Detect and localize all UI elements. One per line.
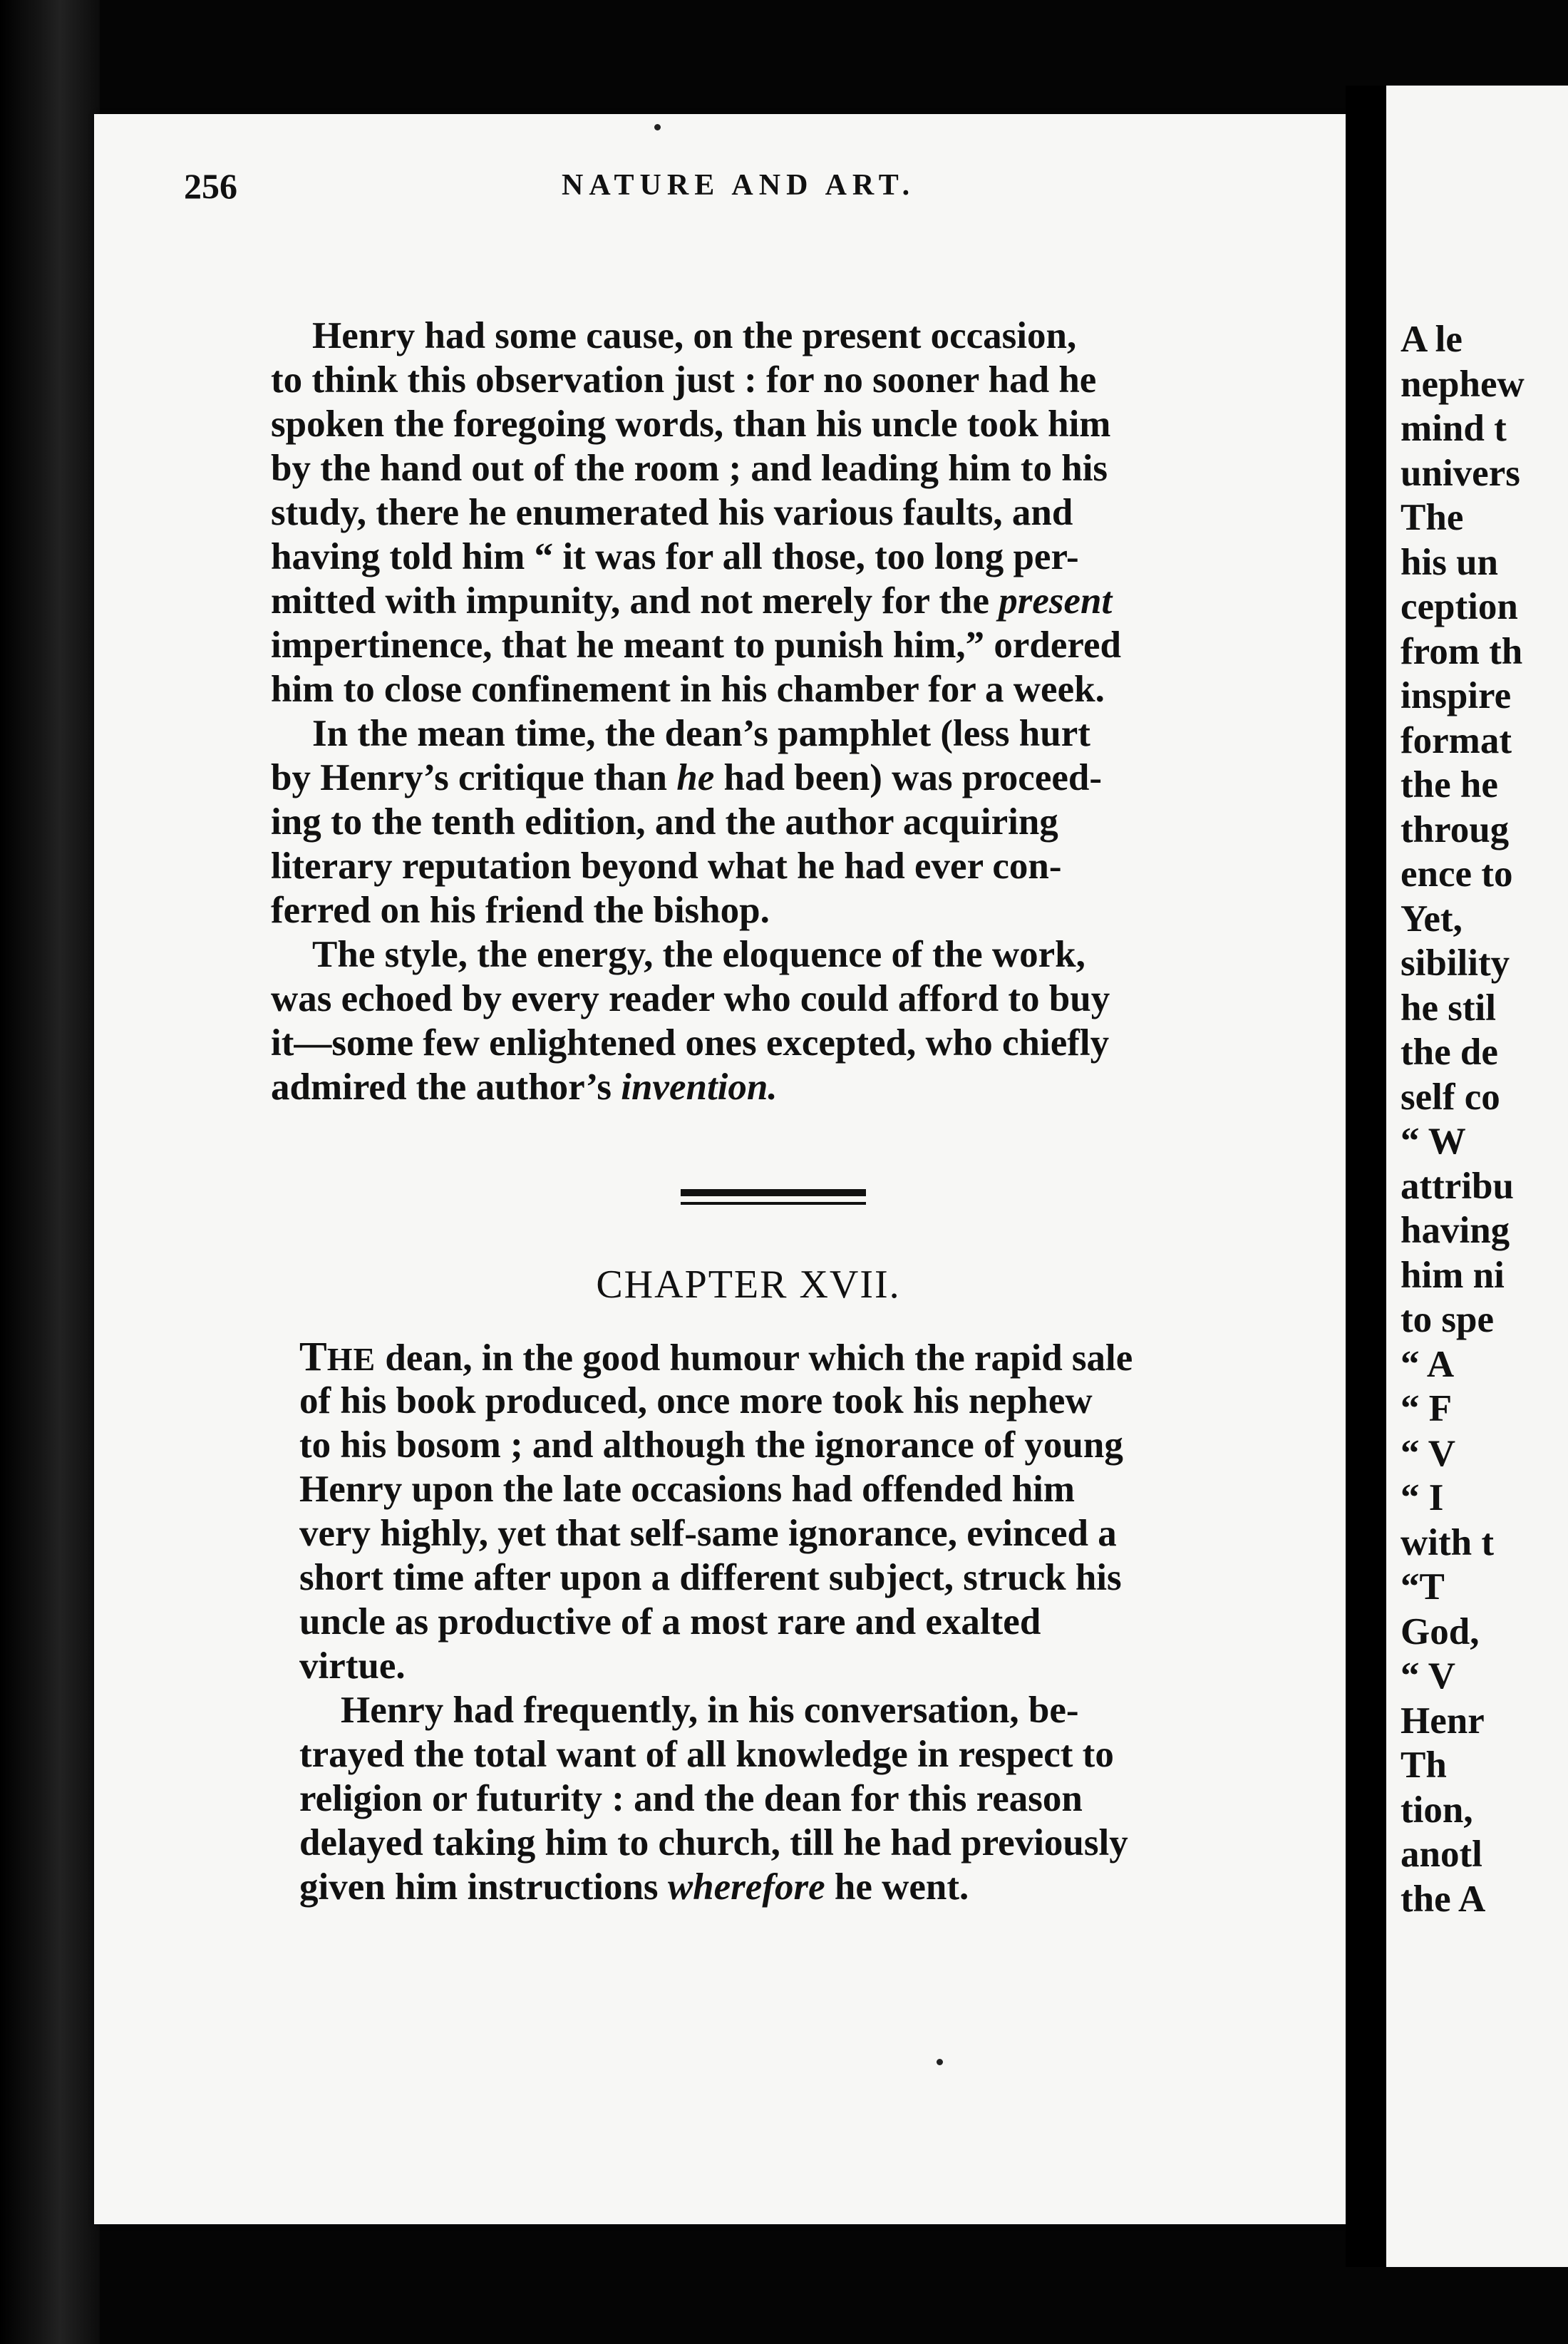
section-divider xyxy=(681,1189,866,1205)
italic-word: he xyxy=(676,757,715,798)
paragraph-1 xyxy=(271,314,1226,711)
facing-page-line: from th xyxy=(1401,630,1523,672)
facing-page-line: “ W xyxy=(1401,1121,1466,1162)
facing-page-line: tion, xyxy=(1401,1789,1473,1831)
facing-page-line: attribu xyxy=(1401,1165,1514,1207)
divider-thick-rule xyxy=(681,1189,866,1196)
text-line xyxy=(299,1865,1247,1909)
paragraph-3 xyxy=(271,932,1226,1109)
chapter-paragraph-2 xyxy=(299,1688,1247,1909)
text-line: was echoed by every reader who could afford to buy xyxy=(271,978,1110,1019)
text-line: literary reputation beyond what he had ever con- xyxy=(271,845,1062,887)
facing-page-line: his un xyxy=(1401,541,1499,583)
facing-page-line: the de xyxy=(1401,1032,1498,1073)
page-gutter xyxy=(1346,86,1388,2267)
text-line xyxy=(271,756,1226,800)
text-line: religion or futurity : and the dean for this reason xyxy=(299,1778,1083,1819)
paragraph-2 xyxy=(271,711,1226,932)
text-line: short time after upon a different subject, struck his xyxy=(299,1557,1122,1598)
text-line: In the mean time, the dean’s pamphlet (less hurt xyxy=(312,713,1090,754)
facing-page-line: God, xyxy=(1401,1610,1480,1652)
facing-page-line: Th xyxy=(1401,1744,1447,1786)
facing-page-line: self co xyxy=(1401,1076,1500,1118)
text-segment: had been) was proceed- xyxy=(723,757,1103,798)
facing-page-line: sibility xyxy=(1401,942,1510,984)
text-line: Henry had frequently, in his conversation, be- xyxy=(341,1690,1079,1731)
facing-page-line: “ F xyxy=(1401,1388,1453,1429)
facing-page-line: univers xyxy=(1401,452,1520,494)
facing-page-line: mind t xyxy=(1401,408,1507,449)
facing-page-line: him ni xyxy=(1401,1254,1505,1296)
text-line: study, there he enumerated his various faults, and xyxy=(271,492,1073,533)
text-segment: given him instructions xyxy=(299,1866,659,1908)
facing-page-line: Yet, xyxy=(1401,898,1463,940)
facing-page-line: “ A xyxy=(1401,1343,1455,1385)
facing-page-line: to spe xyxy=(1401,1299,1495,1340)
facing-page-line: the A xyxy=(1401,1878,1486,1920)
facing-page-line: nephew xyxy=(1401,363,1525,405)
facing-page-line: anotl xyxy=(1401,1834,1482,1875)
italic-word: present xyxy=(999,580,1113,622)
facing-page-line: throug xyxy=(1401,808,1510,850)
chapter-paragraph-1 xyxy=(299,1335,1247,1688)
facing-page-line: inspire xyxy=(1401,675,1512,716)
drop-initial: T xyxy=(299,1333,327,1379)
facing-page-text xyxy=(1401,317,1525,1921)
facing-page-line: “ I xyxy=(1401,1477,1444,1518)
text-line: trayed the total want of all knowledge in respect to xyxy=(299,1734,1114,1775)
facing-page-line: having xyxy=(1401,1210,1510,1251)
text-segment: dean, in the good humour which the rapid sale xyxy=(385,1337,1133,1379)
text-line: delayed taking him to church, till he had previously xyxy=(299,1822,1128,1864)
facing-page-line: “T xyxy=(1401,1566,1445,1608)
text-line: spoken the foregoing words, than his uncle took him xyxy=(271,403,1111,445)
facing-page-line: “ V xyxy=(1401,1432,1456,1474)
text-line: Henry upon the late occasions had offended him xyxy=(299,1469,1076,1510)
divider-thin-rule xyxy=(681,1202,866,1205)
chapter-heading: CHAPTER XVII. xyxy=(596,1263,901,1307)
text-line: to his bosom ; and although the ignorance of young xyxy=(299,1424,1123,1466)
text-line xyxy=(271,1065,1226,1109)
italic-word: invention. xyxy=(621,1066,778,1108)
page-number: 256 xyxy=(184,166,237,206)
print-speck xyxy=(654,124,661,130)
text-line: The style, the energy, the eloquence of the work, xyxy=(312,934,1085,975)
facing-page-line: “ V xyxy=(1401,1655,1456,1697)
running-header xyxy=(184,157,1232,221)
text-line: ferred on his friend the bishop. xyxy=(271,890,770,931)
text-line: having told him “ it was for all those, too long per- xyxy=(271,536,1079,577)
facing-page-line: The xyxy=(1401,497,1464,538)
facing-page-line: ception xyxy=(1401,586,1518,627)
chapter-text-block xyxy=(299,1335,1247,1909)
text-line: Henry had some cause, on the present occasion, xyxy=(312,315,1077,356)
facing-page-line: with t xyxy=(1401,1521,1495,1563)
text-line: to think this observation just : for no sooner had he xyxy=(271,359,1097,401)
text-line xyxy=(299,1335,1247,1379)
text-line: uncle as productive of a most rare and exalted xyxy=(299,1601,1041,1643)
book-spine-edge xyxy=(0,0,100,2344)
text-line: very highly, yet that self-same ignorance, evinced a xyxy=(299,1513,1117,1554)
text-line: impertinence, that he meant to punish him,” ordered xyxy=(271,624,1121,666)
text-segment: admired the author’s xyxy=(271,1066,612,1108)
text-line: by the hand out of the room ; and leading him to his xyxy=(271,448,1108,489)
text-line: ing to the tenth edition, and the author acquiring xyxy=(271,801,1058,843)
text-segment: mitted with impunity, and not merely for the xyxy=(271,580,989,622)
text-block xyxy=(271,314,1226,1109)
small-caps-word: HE xyxy=(326,1341,376,1377)
text-line: it—some few enlightened ones excepted, who chiefly xyxy=(271,1022,1110,1064)
facing-page-line: A le xyxy=(1401,319,1463,360)
italic-word: wherefore xyxy=(667,1866,825,1908)
facing-page-line: the he xyxy=(1401,764,1498,806)
text-line: him to close confinement in his chamber for a week. xyxy=(271,669,1105,710)
text-segment: by Henry’s critique than xyxy=(271,757,668,798)
text-line xyxy=(271,579,1226,623)
text-segment: he went. xyxy=(834,1866,969,1908)
facing-page-line: Henr xyxy=(1401,1700,1485,1742)
text-line: of his book produced, once more took his nephew xyxy=(299,1380,1093,1422)
text-line: virtue. xyxy=(299,1645,406,1687)
facing-page-line: format xyxy=(1401,719,1512,761)
running-title: NATURE AND ART. xyxy=(562,169,916,202)
facing-page-line: he stil xyxy=(1401,987,1496,1029)
facing-page-line: ence to xyxy=(1401,853,1513,895)
facing-page xyxy=(1386,86,1568,2267)
print-speck xyxy=(937,2059,943,2065)
